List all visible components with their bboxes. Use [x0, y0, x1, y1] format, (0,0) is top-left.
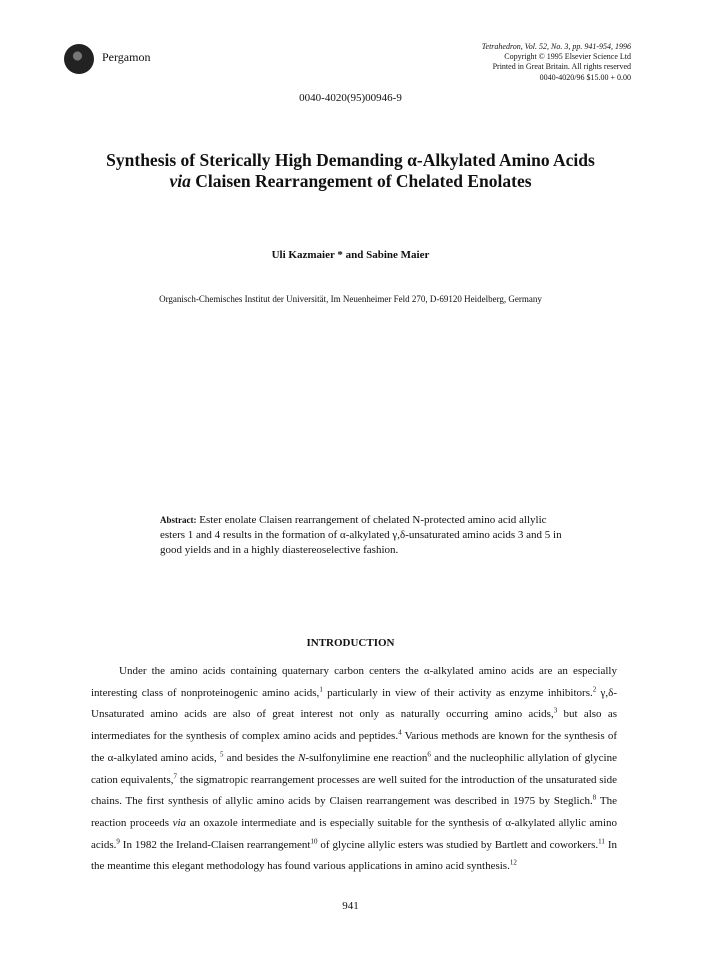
journal-citation-text: Tetrahedron, Vol. 52, No. 3, pp. 941-954, 1996 — [481, 42, 631, 51]
title-line2-post: Claisen Rearrangement of Chelated Enolates — [190, 171, 532, 191]
journal-info — [482, 42, 631, 83]
reference-mark: 3 — [553, 706, 558, 715]
reference-mark: 7 — [173, 771, 178, 780]
intro-text: an oxazole intermediate and is especially suitable for the synthesis of α-alkylated allylic amino acids. — [91, 816, 617, 851]
title-line1-pre: Synthesis of Sterically High Demanding — [106, 150, 408, 170]
intro-text: particularly in view of their activity as enzyme inhibitors. — [322, 686, 593, 699]
intro-text: Various methods are known for the synthesis of the α-alkylated amino acids, — [91, 730, 617, 764]
title-line1-post: -Alkylated Amino Acids — [416, 150, 595, 170]
pergamon-logo-icon — [64, 44, 94, 74]
journal-printed: Printed in Great Britain. All rights reserved — [492, 62, 631, 72]
intro-text: the sigmatropic rearrangement processes are well suited for the introduction of the unsaturated side chains. The first synthesis of allylic amino acids by Claisen rearrangement was described in 1975 by Steglich. — [91, 773, 617, 808]
reference-mark: 10 — [310, 836, 318, 845]
reference-mark: 5 — [219, 750, 224, 759]
intro-text: In 1982 the Ireland-Claisen rearrangement — [119, 838, 311, 851]
publisher-name: Pergamon — [102, 50, 151, 64]
intro-text: and the nucleophilic allylation of glycine cation equivalents, — [91, 751, 617, 786]
intro-text: but also as intermediates for the synthesis of complex amino acids and peptides. — [91, 708, 617, 743]
doi: 0040-4020(95)00946-9 — [299, 92, 402, 104]
journal-copyright: Copyright © 1995 Elsevier Science Ltd — [504, 52, 631, 62]
intro-text: and besides the — [223, 751, 299, 764]
journal-price: 0040-4020/96 $15.00 + 0.00 — [539, 72, 631, 82]
intro-text: -sulfonylimine ene reaction — [305, 751, 428, 764]
page-number: 941 — [342, 900, 359, 912]
reference-mark: 9 — [116, 836, 120, 845]
reference-mark: 8 — [592, 793, 597, 802]
intro-text: of glycine allylic esters was studied by Bartlett and coworkers. — [317, 838, 599, 851]
abstract-text: Ester enolate Claisen rearrangement of chelated N-protected amino acid allylic esters 1 and 4 results in the formation of α-alkylated γ,δ-unsaturated amino acids 3 and 5 in good yields and in a highly diastereoselective fashion. — [160, 514, 562, 556]
intro-italic: N — [298, 751, 306, 764]
reference-mark: 6 — [427, 750, 431, 759]
reference-mark: 11 — [598, 836, 605, 845]
intro-text: Under the amino acids containing quaternary carbon centers the α-alkylated amino acids are an especially interesting class of nonproteinogenic amino acids, — [91, 665, 617, 699]
title-line1-greek: α — [407, 150, 417, 170]
title-line2-italic: via — [169, 171, 191, 191]
intro-text: γ,δ-Unsaturated amino acids are also of great interest not only as naturally occurring amino acids, — [91, 686, 617, 721]
paper-title — [40, 150, 661, 192]
intro-italic: via — [172, 816, 187, 829]
intro-text: In the meantime this elegant methodology has found various applications in amino acid synthesis. — [91, 838, 617, 873]
abstract — [160, 513, 568, 558]
reference-mark: 12 — [509, 858, 517, 867]
intro-paragraph — [91, 661, 617, 878]
abstract-label: Abstract: — [160, 515, 197, 525]
intro-text: The reaction proceeds — [91, 795, 617, 829]
reference-mark: 1 — [319, 685, 323, 694]
reference-mark: 4 — [398, 728, 402, 737]
journal-citation — [482, 42, 631, 52]
affiliation: Organisch-Chemisches Institut der Universität, Im Neuenheimer Feld 270, D-69120 Heidelberg, Germany — [159, 294, 542, 304]
authors: Uli Kazmaier * and Sabine Maier — [271, 249, 430, 261]
reference-mark: 2 — [592, 685, 597, 694]
section-title: INTRODUCTION — [306, 637, 395, 649]
